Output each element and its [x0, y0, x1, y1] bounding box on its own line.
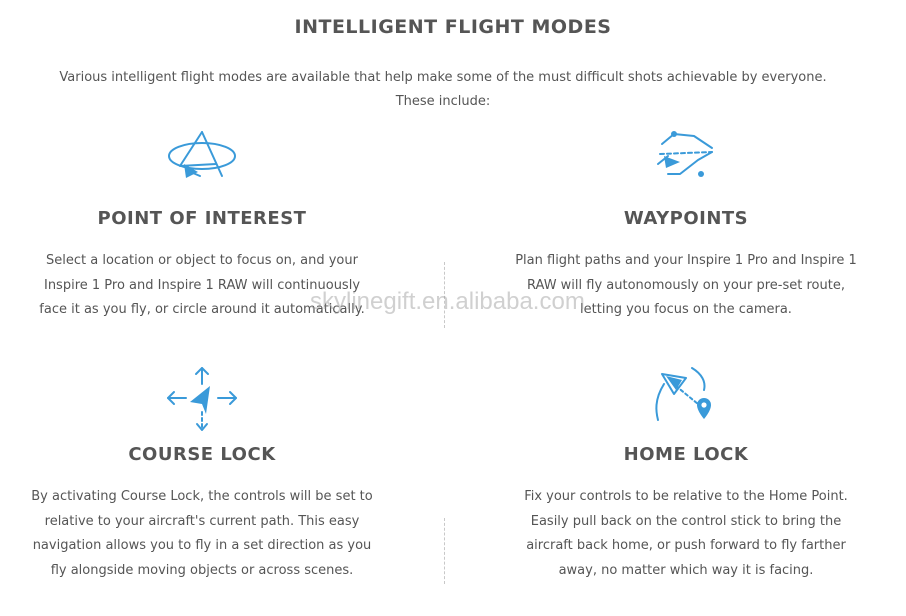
description-line: relative to your aircraft's current path. This easy	[44, 513, 360, 529]
home-lock-icon	[646, 364, 726, 434]
description-line: Plan flight paths and your Inspire 1 Pro and Inspire 1	[515, 253, 857, 268]
description-line: Fix your controls to be relative to the Home Point.	[524, 489, 848, 504]
description-line: aircraft back home, or push forward to fly farther	[526, 538, 846, 553]
feature-title: POINT OF INTEREST	[97, 208, 307, 229]
feature-home-lock	[486, 364, 886, 583]
column-divider	[444, 518, 445, 584]
description-line: By activating Course Lock, the controls will be set to	[31, 489, 373, 504]
watermark: skylinegift.en.alibaba.com	[310, 288, 585, 315]
intro-text	[40, 66, 846, 114]
description-line: face it as you fly, or circle around it automatically.	[39, 302, 365, 317]
page-title: INTELLIGENT FLIGHT MODES	[294, 16, 612, 38]
course-lock-icon	[162, 364, 242, 434]
description-line: navigation allows you to fly in a set direction as you	[32, 538, 372, 553]
description-line: fly alongside moving objects or across scenes.	[50, 562, 354, 578]
description-line: Inspire 1 Pro and Inspire 1 RAW will continuously	[43, 277, 361, 293]
feature-title: COURSE LOCK	[128, 444, 276, 465]
point-of-interest-icon	[162, 128, 242, 184]
description-line: Select a location or object to focus on, and your	[46, 253, 358, 268]
feature-course-lock	[2, 364, 402, 583]
description-line: RAW will fly autonomously on your pre-set route,	[527, 277, 845, 293]
waypoints-icon	[646, 128, 726, 184]
feature-title: HOME LOCK	[623, 444, 749, 465]
feature-title: WAYPOINTS	[623, 208, 749, 229]
description-line: Easily pull back on the control stick to bring the	[530, 513, 842, 529]
intro-line: Various intelligent flight modes are available that help make some of the must difficult shots achievable by everyone.	[59, 70, 827, 85]
feature-description	[486, 485, 886, 583]
intro-line: These include:	[395, 94, 491, 109]
description-line: away, no matter which way it is facing.	[558, 562, 814, 578]
description-line: letting you focus on the camera.	[580, 302, 792, 317]
feature-description	[2, 485, 402, 583]
